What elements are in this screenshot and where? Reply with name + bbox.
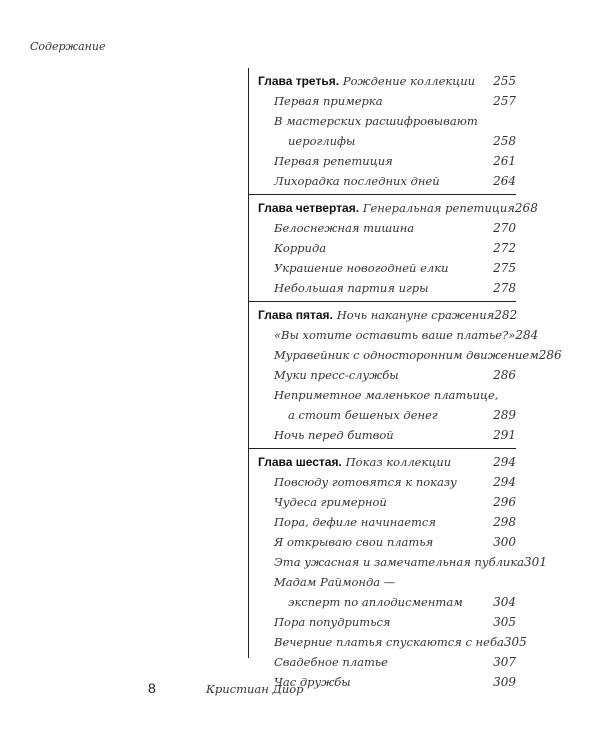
toc-entry-title: Первая примерка	[274, 94, 383, 108]
toc-entry-title: Муравейник с односторонним движением	[274, 348, 539, 362]
chapter-label: Глава четвертая.	[258, 201, 360, 215]
chapter-separator	[248, 301, 516, 302]
toc-entry-page-number: 284	[515, 328, 539, 342]
toc-entry-page-number: 304	[493, 595, 516, 609]
toc-entry	[258, 472, 516, 492]
toc-entry-title: Я открываю свои платья	[274, 535, 434, 549]
toc-entry-title: Чудеса гримерной	[274, 495, 387, 509]
toc-entry-page-number: 294	[493, 475, 516, 489]
toc-entry-title: Первая репетиция	[274, 154, 393, 168]
chapter-title: Рождение коллекции	[342, 74, 476, 88]
toc-entry	[258, 365, 516, 385]
chapter-heading	[258, 305, 516, 325]
toc-entry	[258, 425, 516, 445]
chapter-title: Показ коллекции	[345, 455, 452, 469]
chapter-page-number: 282	[494, 308, 518, 322]
toc-entry-title: «Вы хотите оставить ваше платье?»	[274, 328, 516, 342]
chapter-heading	[258, 71, 516, 91]
toc-entry-title: Белоснежная тишина	[274, 221, 415, 235]
toc-entry-title: Пора попудриться	[274, 615, 391, 629]
table-of-contents	[258, 71, 562, 692]
toc-entry-title: эксперт по аплодисментам	[288, 595, 463, 609]
chapter-heading-text	[258, 305, 494, 325]
running-head: Содержание	[30, 40, 106, 53]
toc-entry	[258, 612, 516, 632]
toc-entry	[258, 385, 516, 405]
chapter-page-number: 255	[493, 74, 516, 88]
toc-entry-title: Украшение новогодней елки	[274, 261, 449, 275]
chapter-heading	[258, 452, 516, 472]
page-number: 8	[148, 680, 156, 696]
toc-entry-title: Лихорадка последних дней	[274, 174, 440, 188]
toc-entry	[258, 258, 516, 278]
toc-entry-page-number: 257	[493, 94, 516, 108]
toc-entry-page-number: 286	[493, 368, 516, 382]
toc-entry	[258, 532, 516, 552]
toc-entry-title: Небольшая партия игры	[274, 281, 429, 295]
toc-entry	[258, 632, 527, 652]
toc-entry	[258, 151, 516, 171]
toc-entry-title: Коррида	[274, 241, 327, 255]
toc-entry-title: Час дружбы	[274, 675, 351, 689]
footer-author: Кристиан Диор	[206, 682, 304, 696]
toc-entry-page-number: 296	[493, 495, 516, 509]
toc-entry-page-number: 264	[493, 174, 516, 188]
toc-entry	[258, 592, 516, 612]
toc-entry-title: Ночь перед битвой	[274, 428, 394, 442]
toc-entry-title: Свадебное платье	[274, 655, 388, 669]
toc-entry	[258, 572, 516, 592]
chapter-page-number: 294	[493, 455, 516, 469]
toc-entry-page-number: 301	[524, 555, 547, 569]
toc-entry	[258, 111, 516, 131]
chapter-separator	[248, 194, 516, 195]
toc-entry	[258, 405, 516, 425]
toc-entry	[258, 238, 516, 258]
toc-entry-title: а стоит бешеных денег	[288, 408, 438, 422]
toc-entry-page-number: 275	[493, 261, 516, 275]
chapter-label: Глава пятая.	[258, 308, 333, 322]
toc-entry	[258, 131, 516, 151]
toc-entry-title: Мадам Раймонда —	[274, 575, 396, 589]
toc-entry-page-number: 291	[493, 428, 516, 442]
toc-entry	[258, 345, 562, 365]
toc-entry-page-number: 309	[493, 675, 516, 689]
chapter-label: Глава третья.	[258, 74, 340, 88]
chapter-label: Глава шестая.	[258, 455, 342, 469]
toc-entry	[258, 652, 516, 672]
toc-entry	[258, 218, 516, 238]
toc-entry	[258, 552, 547, 572]
chapter-heading-text	[258, 71, 475, 91]
toc-entry-title: Муки пресс-службы	[274, 368, 399, 382]
toc-entry-title: Неприметное маленькое платьице,	[274, 388, 499, 402]
toc-entry-page-number: 298	[493, 515, 516, 529]
toc-entry	[258, 91, 516, 111]
toc-entry-title: В мастерских расшифровывают	[274, 114, 478, 128]
toc-entry	[258, 171, 516, 191]
chapter-heading-text	[258, 452, 451, 472]
chapter-heading-text	[258, 198, 515, 218]
toc-entry-title: Вечерние платья спускаются с неба	[274, 635, 504, 649]
chapter-title: Ночь накануне сражения	[336, 308, 495, 322]
toc-entry-page-number: 307	[493, 655, 516, 669]
vertical-rule	[248, 68, 249, 658]
toc-entry	[258, 512, 516, 532]
toc-entry-title: Эта ужасная и замечательная публика	[274, 555, 525, 569]
chapter-separator	[248, 448, 516, 449]
toc-entry	[258, 325, 539, 345]
toc-entry-title: иероглифы	[288, 134, 356, 148]
toc-entry-page-number: 300	[493, 535, 516, 549]
toc-entry-page-number: 278	[493, 281, 516, 295]
toc-entry-page-number: 305	[503, 635, 527, 649]
chapter-page-number: 268	[514, 201, 538, 215]
chapter-heading	[258, 198, 538, 218]
toc-entry-page-number: 305	[493, 615, 516, 629]
chapter-title: Генеральная репетиция	[362, 201, 515, 215]
toc-entry-page-number: 286	[538, 348, 562, 362]
toc-entry-page-number: 270	[493, 221, 516, 235]
toc-entry-page-number: 289	[493, 408, 516, 422]
toc-entry-title: Пора, дефиле начинается	[274, 515, 436, 529]
toc-entry-title: Повсюду готовятся к показу	[274, 475, 457, 489]
toc-entry-page-number: 272	[493, 241, 516, 255]
toc-entry-page-number: 261	[493, 154, 516, 168]
toc-entry-page-number: 258	[493, 134, 516, 148]
toc-entry	[258, 492, 516, 512]
toc-entry	[258, 278, 516, 298]
